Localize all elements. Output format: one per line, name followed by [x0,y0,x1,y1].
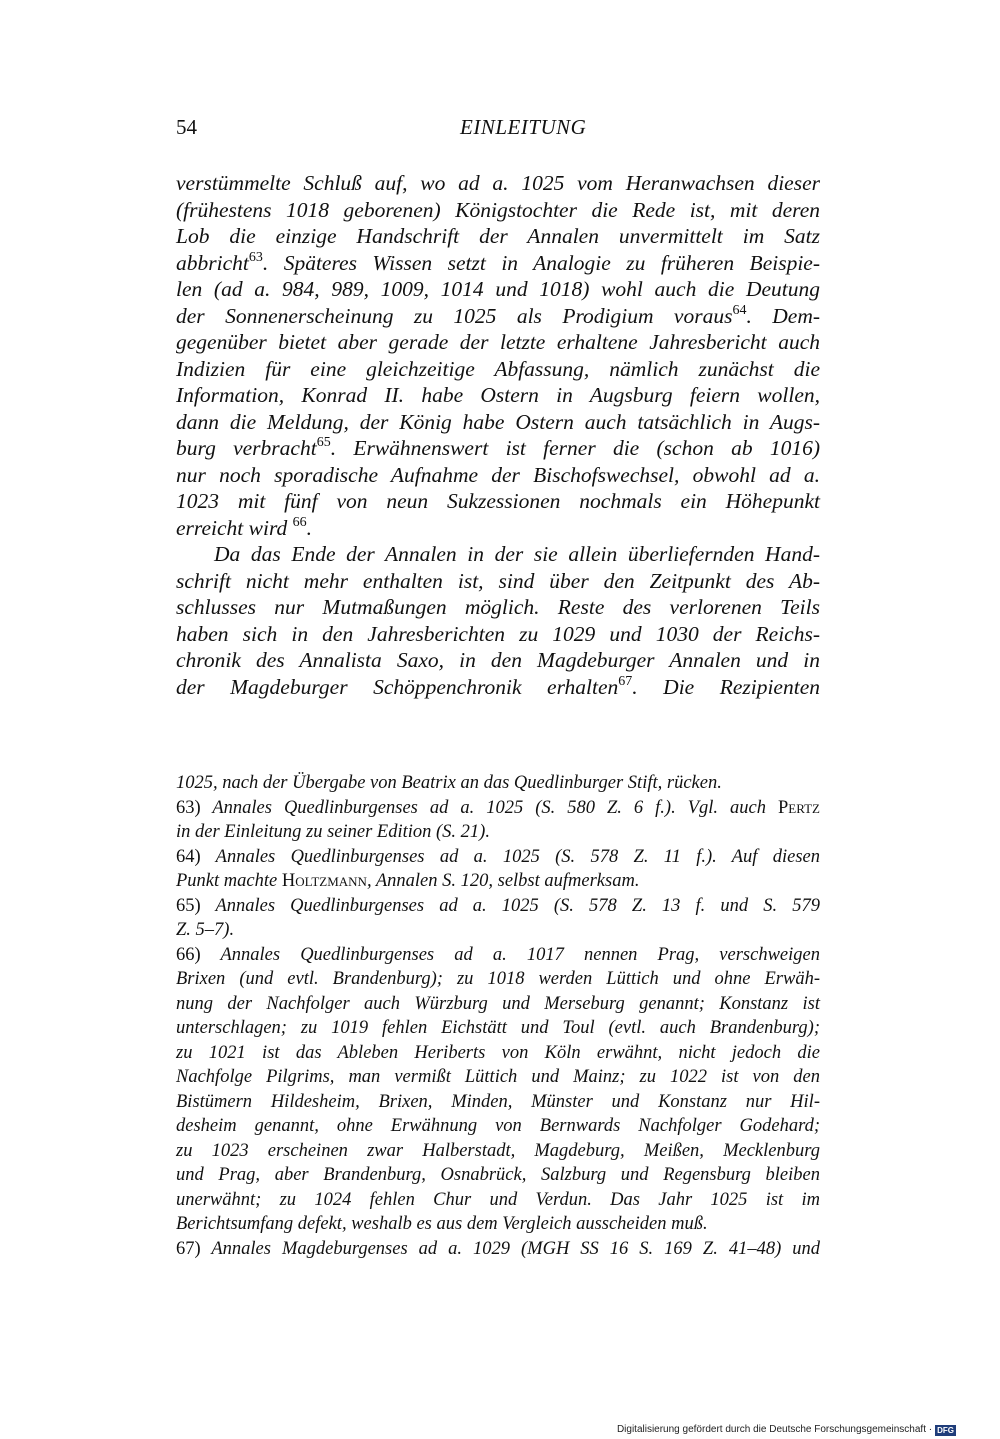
text-line: nur noch sporadische Aufnahme der Bischofswechsel, obwohl ad a. [176,462,820,487]
text-line: 1023 mit fünf von neun Sukzessionen nochmals ein Höhepunkt [176,489,820,513]
text-segment: abbricht [176,250,249,275]
text-line: haben sich in den Jahresberichten zu 1029 und 1030 der Reichs- [176,621,820,646]
text-line: (frühestens 1018 geborenen) Königstochter die Rede ist, mit deren [176,197,820,222]
text-segment: . Dem- [746,303,820,328]
footnote-63 [176,796,820,821]
footnote-line: Nachfolge Pilgrims, man vermißt Lüttich und Mainz; zu 1022 ist von den [176,1067,820,1087]
footnote-64 [176,845,820,870]
footnote-ref-67[interactable]: 67 [618,673,633,689]
text-segment: burg verbracht [176,436,317,460]
text-line: schlusses nur Mutmaßungen möglich. Reste des verlorenen Teils [176,595,820,619]
footnote-67 [176,1237,820,1262]
text-segment: der Magdeburger Schöppenchronik erhalten [176,674,619,699]
footnote-line: Brixen (und evtl. Brandenburg); zu 1018 werden Lüttich und ohne Erwäh- [176,969,820,989]
footnote-line: zu 1021 ist das Ableben Heriberts von Köln erwähnt, nicht jedoch die [176,1042,820,1063]
text-line: dann die Meldung, der König habe Ostern auch tatsächlich in Augs- [176,409,820,434]
text-line: verstümmelte Schluß auf, wo ad a. 1025 vom Heranwachsen dieser [176,171,820,195]
footnote-line: desheim genannt, ohne Erwähnung von Bernwards Nachfolger Godehard; [176,1116,820,1136]
footnote-text: Annales Magdeburgenses ad a. 1029 (MGH SS 16 S. 169 Z. 41–48) und [211,1238,820,1259]
credit-text: Digitalisierung gefördert durch die Deutsche Forschungsgemeinschaft · [616,1424,933,1435]
footnote-65 [176,894,820,919]
text-line: gegenüber bietet aber gerade der letzte erhaltene Jahresbericht auch [176,330,820,354]
footnote-line: Bistümern Hildesheim, Brixen, Minden, Münster und Konstanz nur Hil- [176,1091,820,1112]
text-segment: . Späteres Wissen setzt in Analogie zu früheren Beispie- [262,250,820,275]
footnote-number: 63) [176,797,201,818]
text-line: len (ad a. 984, 989, 1009, 1014 und 1018) wohl auch die Deutung [176,277,820,301]
author-name: Pertz [777,797,820,818]
footnote-number: 66) [176,944,201,965]
footnote-line: Z. 5–7). [176,920,235,940]
text-line: Indizien für eine gleichzeitige Abfassung, nämlich zunächst die [176,356,820,381]
text-line: schrift nicht mehr enthalten ist, sind über den Zeitpunkt des Ab- [176,568,820,593]
footnote-number: 67) [176,1238,201,1259]
text-segment: . Die Rezipienten [632,674,820,699]
footnote-line [176,869,820,894]
paragraph-start-line: Da das Ende der Annalen in der sie allein überliefernden Hand- [214,542,820,566]
footnote-ref-66[interactable]: 66 [292,514,307,530]
footnote-text: Annales Quedlinburgenses ad a. 1025 (S. 580 Z. 6 f.). Vgl. auch [212,797,766,818]
footnote-carry-over: 1025, nach der Übergabe von Beatrix an das Quedlinburger Stift, rücken. [176,773,722,793]
footnote-line: nung der Nachfolger auch Würzburg und Merseburg genannt; Konstanz ist [176,993,820,1014]
footnote-line: und Prag, aber Brandenburg, Osnabrück, Salzburg und Regensburg bleiben [176,1165,820,1185]
footnote-text: Annales Quedlinburgenses ad a. 1025 (S. 578 Z. 13 f. und S. 579 [215,895,820,916]
footnote-text: Annales Quedlinburgenses ad a. 1025 (S. 578 Z. 11 f.). Auf diesen [215,846,820,867]
footnote-line: Berichtsumfang defekt, weshalb es aus dem Vergleich ausscheiden muß. [176,1214,708,1234]
text-line [176,674,820,701]
dfg-logo: DFG [937,1425,954,1435]
text-segment: der Sonnenerscheinung zu 1025 als Prodigium voraus [176,303,733,328]
text-line [176,435,820,462]
footnote-line: zu 1023 erscheinen zwar Halberstadt, Magdeburg, Meißen, Mecklenburg [176,1140,820,1161]
footnote-ref-63[interactable]: 63 [248,249,263,265]
text-line: Information, Konrad II. habe Ostern in Augsburg feiern wollen, [176,383,820,407]
footnote-66 [176,943,820,968]
footnote-line: in der Einleitung zu seiner Edition (S. 21). [176,822,490,842]
digitization-credit [617,1424,956,1436]
footnote-text: Punkt machte [176,871,278,891]
author-name: Holtzmann [281,871,367,891]
footnote-number: 65) [176,895,201,916]
footnotes [176,771,820,1261]
text-line [176,515,820,542]
text-line: Lob die einzige Handschrift der Annalen unvermittelt im Satz [176,224,820,248]
text-segment: erreicht wird [176,515,293,540]
page-number: 54 [176,115,197,139]
footnote-number: 64) [176,846,201,867]
footnote-ref-65[interactable]: 65 [316,435,331,450]
footnote-line: unerwähnt; zu 1024 fehlen Chur und Verdun. Das Jahr 1025 ist im [176,1189,820,1210]
text-line [176,250,820,277]
footnote-text: Annales Quedlinburgenses ad a. 1017 nennen Prag, verschweigen [220,944,820,965]
text-segment: . [306,515,313,540]
footnote-text: , Annalen S. 120, selbst aufmerksam. [366,871,640,891]
footnote-ref-64[interactable]: 64 [732,302,747,318]
text-segment: . Erwähnenswert ist ferner die (schon ab 1016) [330,436,821,460]
main-text [176,170,820,700]
text-line: chronik des Annalista Saxo, in den Magdeburger Annalen und in [176,648,820,672]
text-line [176,303,820,330]
running-title: EINLEITUNG [460,115,587,139]
footnote-line: unterschlagen; zu 1019 fehlen Eichstätt und Toul (evtl. auch Brandenburg); [176,1018,820,1038]
